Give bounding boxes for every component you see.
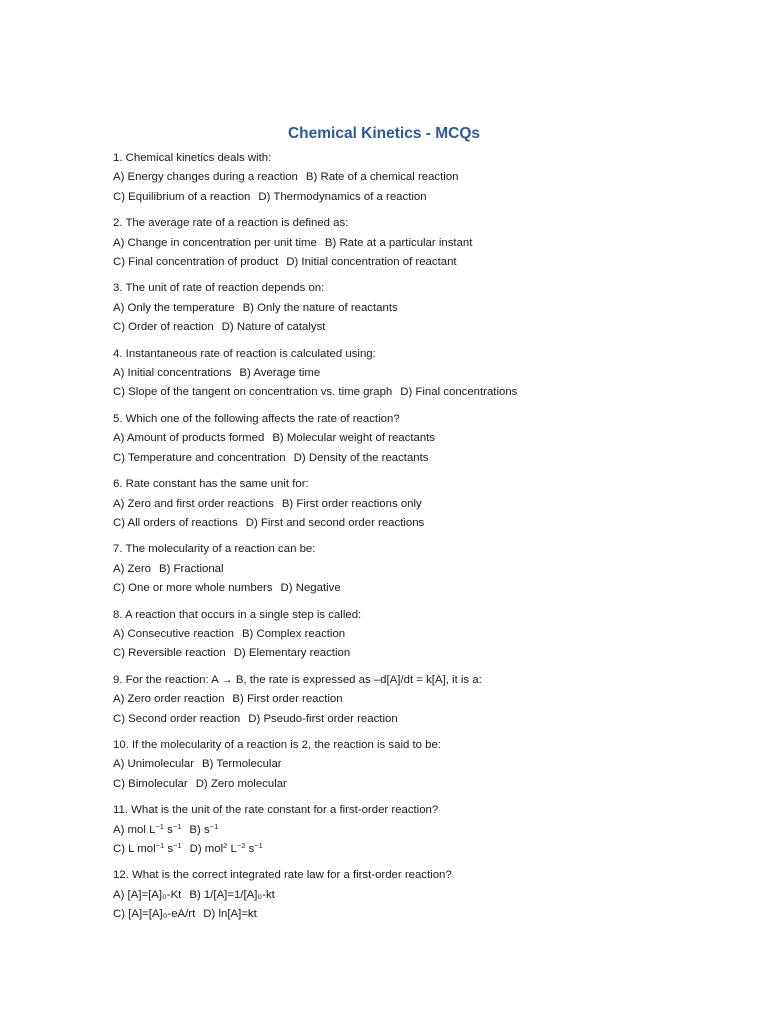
option-c: C) [A]=[A]₀-eA/rt xyxy=(113,908,196,921)
question-text: 2. The average rate of a reaction is defined as: xyxy=(113,217,349,230)
option-b: B) Rate at a particular instant xyxy=(324,236,473,249)
option-d: D) Nature of catalyst xyxy=(221,321,326,334)
question-text: 11. What is the unit of the rate constant for a first-order reaction? xyxy=(113,804,439,817)
options-row-cd xyxy=(113,253,733,272)
options-row-ab xyxy=(113,429,733,448)
options-row-cd xyxy=(113,905,733,924)
option-d: D) Negative xyxy=(280,582,341,595)
option-d: D) Initial concentration of reactant xyxy=(286,256,457,269)
options-row-ab xyxy=(113,560,733,579)
option-b: B) Average time xyxy=(239,367,321,380)
options-row-ab xyxy=(113,886,733,905)
question-text: 10. If the molecularity of a reaction is 2, the reaction is said to be: xyxy=(113,738,441,751)
option-c: C) Equilibrium of a reaction xyxy=(113,190,251,203)
option-c: C) Reversible reaction xyxy=(113,647,226,660)
option-c: C) Temperature and concentration xyxy=(113,451,286,464)
option-d: D) ln[A]=kt xyxy=(203,908,257,921)
options-row-ab xyxy=(113,364,733,383)
option-a: A) Initial concentrations xyxy=(113,367,232,380)
question-text: 12. What is the correct integrated rate law for a first-order reaction? xyxy=(113,869,452,882)
option-c: C) All orders of reactions xyxy=(113,516,238,529)
option-b: B) First order reaction xyxy=(232,693,343,706)
option-d: D) mol$^2$ $L^{-2}$ $s^{-1}$ xyxy=(189,841,263,855)
option-b: B) First order reactions only xyxy=(281,497,422,510)
page-title: Chemical Kinetics - MCQs xyxy=(287,125,481,142)
option-d: D) Zero molecular xyxy=(195,777,287,790)
option-c: C) L mol$^{-1}$ $s^{-1}$ xyxy=(113,841,182,855)
options-row-cd xyxy=(113,449,733,468)
option-d: D) Pseudo-first order reaction xyxy=(248,712,398,725)
question-2 xyxy=(113,214,733,272)
question-list xyxy=(113,149,733,932)
option-a: A) Unimolecular xyxy=(113,758,195,771)
option-b: B) Only the nature of reactants xyxy=(242,301,398,314)
question-10 xyxy=(113,736,733,794)
option-b: B) Rate of a chemical reaction xyxy=(305,171,459,184)
options-row-cd xyxy=(113,318,733,337)
option-b: B) Molecular weight of reactants xyxy=(272,432,436,445)
options-row-ab xyxy=(113,495,733,514)
question-7 xyxy=(113,540,733,598)
question-6 xyxy=(113,475,733,533)
question-11 xyxy=(113,801,733,859)
question-text: 5. Which one of the following affects the rate of reaction? xyxy=(113,412,400,425)
option-b: B) $s^{-1}$ xyxy=(189,821,219,836)
option-b: B) 1/[A]=1/[A]₀-kt xyxy=(189,888,275,901)
question-text: 6. Rate constant has the same unit for: xyxy=(113,478,309,491)
question-3 xyxy=(113,279,733,337)
option-a: A) Zero order reaction xyxy=(113,693,225,706)
options-row-ab xyxy=(113,821,733,840)
question-8 xyxy=(113,606,733,664)
options-row-cd xyxy=(113,710,733,729)
options-row-ab xyxy=(113,690,733,709)
option-d: D) First and second order reactions xyxy=(245,516,425,529)
options-row-cd xyxy=(113,188,733,207)
option-d: D) Elementary reaction xyxy=(233,647,351,660)
option-d: D) Density of the reactants xyxy=(293,451,429,464)
question-text: 1. Chemical kinetics deals with: xyxy=(113,152,272,164)
option-a: A) Zero xyxy=(113,562,151,575)
option-d: D) Final concentrations xyxy=(400,386,518,399)
options-row-ab xyxy=(113,755,733,774)
question-4 xyxy=(113,345,733,403)
option-a: A) [A]=[A]₀-Kt xyxy=(113,888,182,901)
question-9 xyxy=(113,671,733,729)
question-text: 7. The molecularity of a reaction can be: xyxy=(113,543,316,556)
option-a: A) Only the temperature xyxy=(113,301,235,314)
option-a: A) mol $L^{-1}$ $s^{-1}$ xyxy=(113,821,182,836)
options-row-ab xyxy=(113,168,733,187)
question-text: 3. The unit of rate of reaction depends on: xyxy=(113,282,325,295)
option-c: C) One or more whole numbers xyxy=(113,582,273,595)
options-row-ab xyxy=(113,299,733,318)
option-b: B) Fractional xyxy=(158,562,224,575)
question-5 xyxy=(113,410,733,468)
option-a: A) Energy changes during a reaction xyxy=(113,171,298,184)
option-c: C) Final concentration of product xyxy=(113,256,279,269)
option-a: A) Amount of products formed xyxy=(113,432,265,445)
option-a: A) Zero and first order reactions xyxy=(113,497,274,510)
question-text: 4. Instantaneous rate of reaction is calculated using: xyxy=(113,347,376,360)
options-row-ab xyxy=(113,625,733,644)
option-d: D) Thermodynamics of a reaction xyxy=(258,190,427,203)
options-row-cd xyxy=(113,579,733,598)
options-row-cd xyxy=(113,383,733,402)
question-1 xyxy=(113,149,733,207)
option-a: A) Consecutive reaction xyxy=(113,627,234,640)
option-b: B) Termolecular xyxy=(202,758,282,771)
question-12 xyxy=(113,866,733,924)
question-text: 8. A reaction that occurs in a single step is called: xyxy=(113,608,362,621)
option-b: B) Complex reaction xyxy=(241,627,346,640)
option-c: C) Order of reaction xyxy=(113,321,214,334)
options-row-cd xyxy=(113,644,733,663)
options-row-cd xyxy=(113,775,733,794)
options-row-ab xyxy=(113,234,733,253)
option-c: C) Second order reaction xyxy=(113,712,241,725)
option-c: C) Slope of the tangent on concentration vs. time graph xyxy=(113,386,393,399)
option-c: C) Bimolecular xyxy=(113,777,188,790)
option-a: A) Change in concentration per unit time xyxy=(113,236,317,249)
options-row-cd xyxy=(113,514,733,533)
options-row-cd xyxy=(113,840,733,859)
question-text: 9. For the reaction: A → B, the rate is expressed as –d[A]/dt = k[A], it is a: xyxy=(113,673,482,686)
